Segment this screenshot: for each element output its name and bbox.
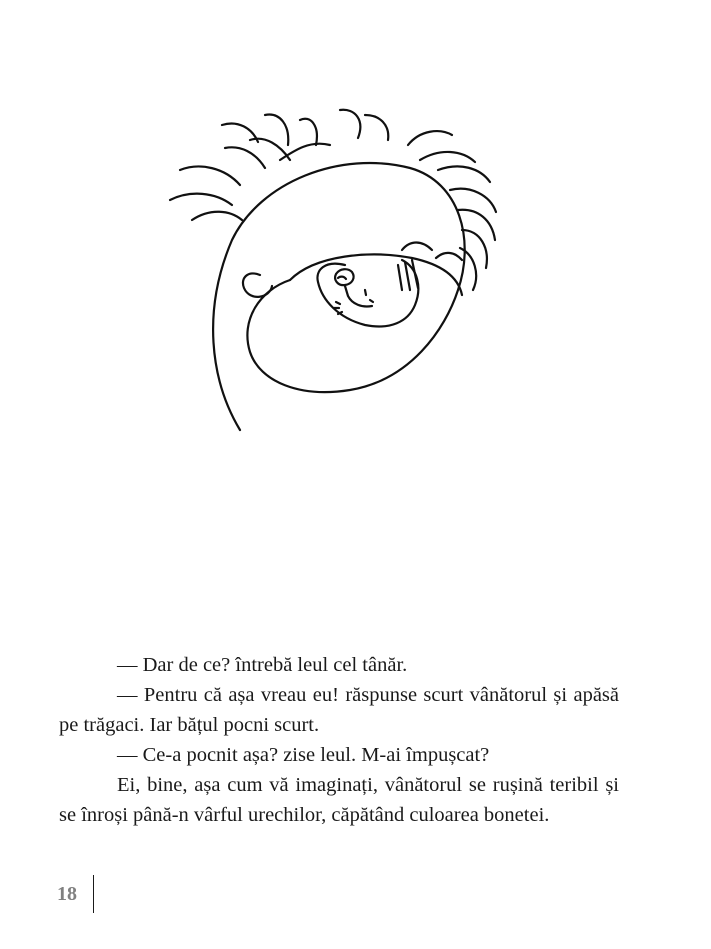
lion-illustration: [140, 90, 520, 440]
lion-drawing-icon: [140, 90, 520, 440]
story-text: [59, 650, 619, 830]
page-number-divider: [93, 875, 94, 913]
paragraph: — Dar de ce? întrebă leul cel tânăr.: [117, 654, 408, 676]
paragraph: Ei, bine, așa cum vă imaginați, vânătorul se rușină teribil și se înroși până-n vârful urechilor, căpătând culoarea bonetei.: [59, 774, 619, 826]
paragraph: — Pentru că așa vreau eu! răspunse scurt vânătorul și apăsă pe trăgaci. Iar bățul pocni scurt.: [59, 684, 619, 736]
paragraph: — Ce-a pocnit așa? zise leul. M-ai împușcat?: [117, 744, 490, 766]
page-number: 18: [57, 883, 77, 905]
